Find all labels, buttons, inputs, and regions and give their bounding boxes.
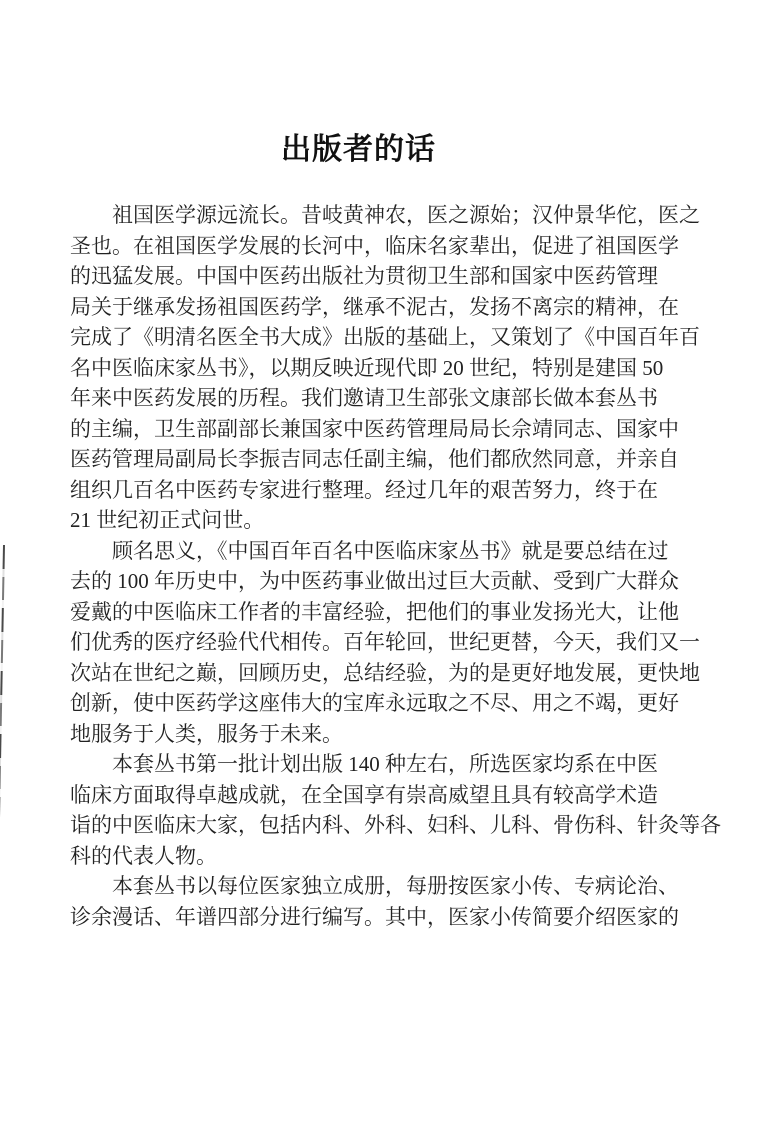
paragraph-2-line-3: 爱戴的中医临床工作者的丰富经验，把他们的事业发扬光大，让他 xyxy=(70,599,679,624)
paragraph-4-line-2: 诊余漫话、年谱四部分进行编写。其中，医家小传简要介绍医家的 xyxy=(70,904,679,929)
paragraph-3-line-4: 科的代表人物。 xyxy=(70,843,217,868)
paragraph-1-line-2: 圣也。在祖国医学发展的长河中，临床名家辈出，促进了祖国医学 xyxy=(70,233,679,258)
paragraph-3-line-1: 本套丛书第一批计划出版 140 种左右，所选医家均系在中医 xyxy=(112,752,658,776)
paragraph-1-line-1: 祖国医学源远流长。昔岐黄神农，医之源始；汉仲景华佗，医之 xyxy=(112,203,700,227)
paragraph-1-line-6: 名中医临床家丛书》，以期反映近现代即 20 世纪，特别是建国 50 xyxy=(70,355,664,380)
paragraph-2-line-2: 去的 100 年历史中，为中医药事业做出过巨大贡献、受到广大群众 xyxy=(70,569,679,593)
paragraph-1-line-5: 完成了《明清名医全书大成》出版的基础上，又策划了《中国百年百 xyxy=(70,325,700,349)
paragraph-4-line-1: 本套丛书以每位医家独立成册，每册按医家小传、专病论治、 xyxy=(112,874,679,898)
text-body xyxy=(70,200,721,932)
paragraph-1-line-10: 组织几百名中医药专家进行整理。经过几年的艰苦努力，终于在 xyxy=(70,477,658,502)
paragraph-1-line-7: 年来中医药发展的历程。我们邀请卫生部张文康部长做本套丛书 xyxy=(70,386,658,410)
paragraph-3-line-3: 诣的中医临床大家，包括内科、外科、妇科、儿科、骨伤科、针灸等各 xyxy=(70,813,721,837)
paragraph-1-line-11: 21 世纪初正式问世。 xyxy=(70,508,265,532)
paragraph-1-line-3: 的迅猛发展。中国中医药出版社为贯彻卫生部和国家中医药管理 xyxy=(70,264,658,288)
page-title: 出版者的话 xyxy=(281,132,436,167)
paragraph-2-line-5: 次站在世纪之巅，回顾历史，总结经验，为的是更好地发展，更快地 xyxy=(70,660,700,685)
paragraph-2-line-6: 创新，使中医药学这座伟大的宝库永远取之不尽、用之不竭，更好 xyxy=(70,691,679,715)
paragraph-3-line-2: 临床方面取得卓越成就，在全国享有崇高威望且具有较高学术造 xyxy=(70,782,658,807)
paragraph-1-line-8: 的主编，卫生部副部长兼国家中医药管理局局长佘靖同志、国家中 xyxy=(70,416,679,441)
paragraph-2-line-4: 们优秀的医疗经验代代相传。百年轮回，世纪更替，今天，我们又一 xyxy=(70,630,700,654)
scan-artifact-line xyxy=(0,545,5,1122)
paragraph-2-line-1: 顾名思义，《中国百年百名中医临床家丛书》就是要总结在过 xyxy=(112,538,669,563)
paragraph-1-line-4: 局关于继承发扬祖国医药学，继承不泥古，发扬不离宗的精神，在 xyxy=(70,294,679,319)
paragraph-1-line-9: 医药管理局副局长李振吉同志任副主编，他们都欣然同意，并亲自 xyxy=(70,447,679,471)
paragraph-2-line-7: 地服务于人类，服务于未来。 xyxy=(70,721,343,746)
